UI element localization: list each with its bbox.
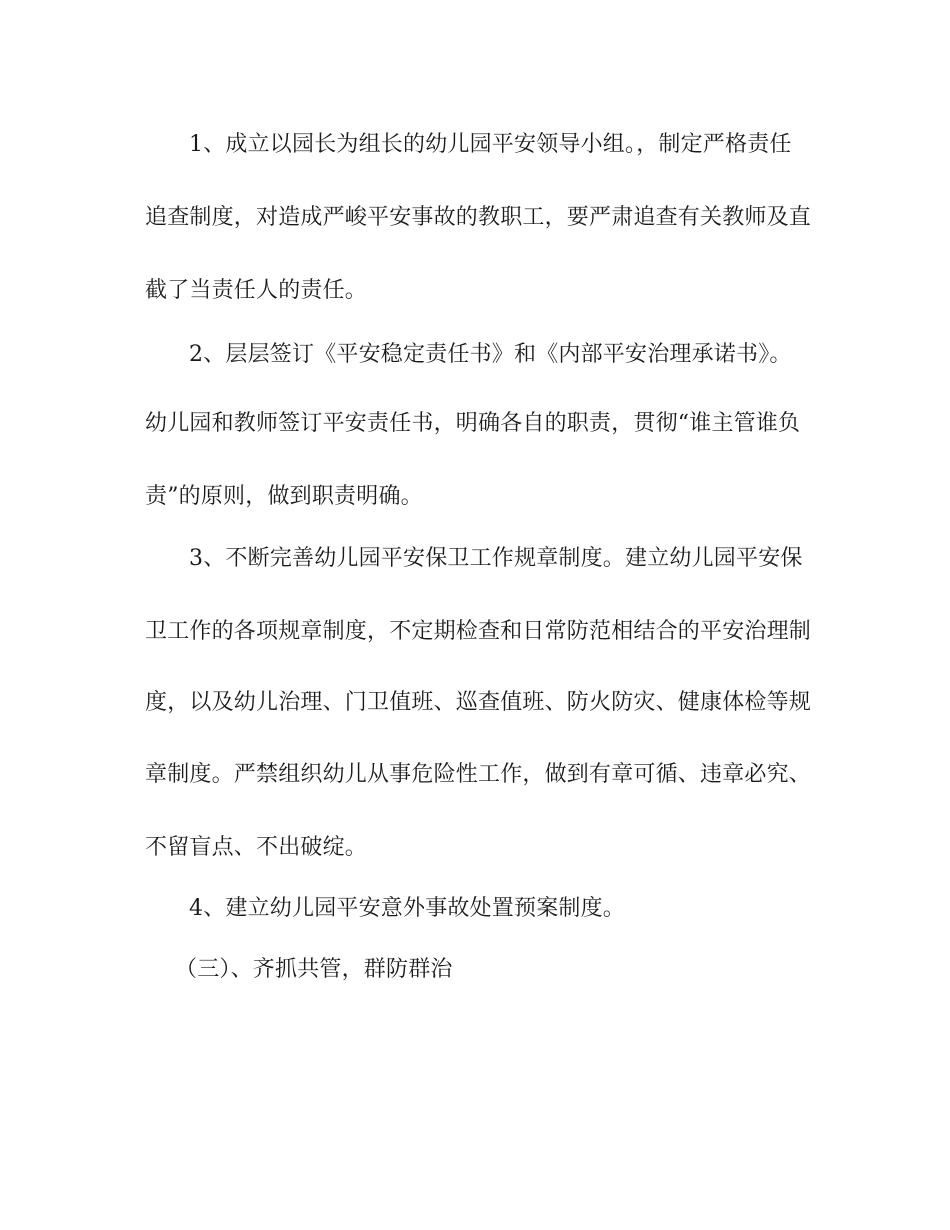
section-heading: （三）、齐抓共管，群防群治 bbox=[175, 957, 453, 982]
paragraph-1-line-3: 截了当责任人的责任。 bbox=[145, 278, 368, 303]
paragraph-2-line-3: 责”的原则，做到职责明确。 bbox=[145, 484, 423, 509]
paragraph-2-line-2: 幼儿园和教师签订平安责任书，明确各自的职责，贯彻“谁主管谁负 bbox=[145, 411, 801, 436]
paragraph-3-line-3: 度，以及幼儿治理、门卫值班、巡查值班、防火防灾、健康体检等规 bbox=[145, 690, 812, 715]
paragraph-1-line-2: 追查制度，对造成严峻平安事故的教职工，要严肃追查有关教师及直 bbox=[145, 205, 812, 230]
paragraph-3-line-2: 卫工作的各项规章制度，不定期检查和日常防范相结合的平安治理制 bbox=[145, 619, 812, 644]
paragraph-4-line-1: 4、建立幼儿园平安意外事故处置预案制度。 bbox=[189, 896, 625, 921]
paragraph-3-line-5: 不留盲点、不出破绽。 bbox=[145, 835, 368, 860]
paragraph-3-line-1: 3、不断完善幼儿园平安保卫工作规章制度。建立幼儿园平安保 bbox=[189, 546, 803, 571]
paragraph-1-line-1: 1、成立以园长为组长的幼儿园平安领导小组。，制定严格责任 bbox=[189, 132, 792, 157]
paragraph-2-line-1: 2、层层签订《平安稳定责任书》和《内部平安治理承诺书》。 bbox=[189, 342, 792, 367]
paragraph-3-line-4: 章制度。严禁组织幼儿从事危险性工作，做到有章可循、违章必究、 bbox=[145, 762, 812, 787]
